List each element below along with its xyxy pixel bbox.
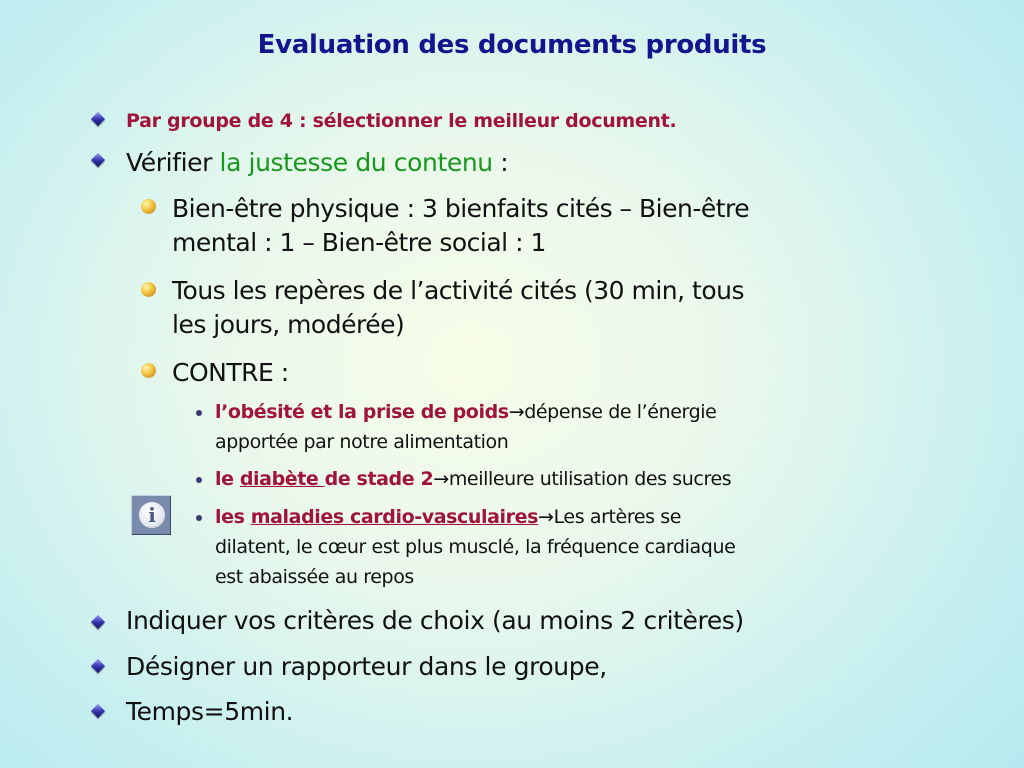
bullet-rapporteur: Désigner un rapporteur dans le groupe, xyxy=(126,652,607,681)
item-cardio-rest: Les artères se xyxy=(553,506,682,528)
arrow-right-icon: → xyxy=(508,401,525,423)
bullet-time: Temps=5min. xyxy=(126,697,294,726)
ball-bullet-icon xyxy=(141,282,156,297)
item-cardio-line1 xyxy=(215,502,955,532)
subbullet-activity-line2: les jours, modérée) xyxy=(172,310,405,339)
subbullet-contre: CONTRE : xyxy=(172,358,289,387)
bullet-verify-highlight: la justesse du contenu xyxy=(219,148,493,177)
diamond-bullet-icon xyxy=(91,615,105,629)
item-obesity-line2: apportée par notre alimentation xyxy=(215,431,509,453)
subbullet-activity-line1: Tous les repères de l’activité cités (30 min, tous xyxy=(172,276,745,305)
diamond-bullet-icon xyxy=(91,112,105,126)
info-button[interactable] xyxy=(131,495,171,535)
dot-bullet-icon xyxy=(196,410,202,416)
item-diabetes-bold-a: le xyxy=(215,468,240,490)
item-cardio-line2: dilatent, le cœur est plus musclé, la fréquence cardiaque xyxy=(215,536,736,558)
slide-title: Evaluation des documents produits xyxy=(257,30,767,60)
subbullet-activity-markers xyxy=(172,274,744,342)
item-cardio-bold: les xyxy=(215,506,251,528)
item-obesity-line1 xyxy=(215,397,935,427)
link-cardio[interactable]: maladies cardio-vasculaires xyxy=(250,506,539,528)
bullet-verify-suffix: : xyxy=(492,148,509,177)
item-diabetes-bold-b: de stade 2 xyxy=(324,468,434,490)
item-obesity-bold: l’obésité et la prise de poids xyxy=(215,401,509,423)
subbullet-wellbeing xyxy=(172,192,749,260)
subbullet-wellbeing-line2: mental : 1 – Bien-être social : 1 xyxy=(172,228,546,257)
dot-bullet-icon xyxy=(196,515,202,521)
item-obesity xyxy=(215,397,935,457)
arrow-right-icon: → xyxy=(433,468,449,490)
diamond-bullet-icon xyxy=(91,704,105,718)
bullet-verify-content xyxy=(126,146,508,180)
arrow-right-icon: → xyxy=(538,506,554,528)
item-cardio xyxy=(215,502,955,592)
ball-bullet-icon xyxy=(141,363,156,378)
diamond-bullet-icon xyxy=(91,153,105,167)
item-diabetes-rest: meilleure utilisation des sucres xyxy=(448,468,732,490)
diamond-bullet-icon xyxy=(91,659,105,673)
dot-bullet-icon xyxy=(196,477,202,483)
item-diabetes xyxy=(215,464,935,494)
item-cardio-line3: est abaissée au repos xyxy=(215,566,414,588)
link-diabetes[interactable]: diabète xyxy=(239,468,325,490)
ball-bullet-icon xyxy=(141,199,156,214)
bullet-criteria: Indiquer vos critères de choix (au moins 2 critères) xyxy=(126,606,744,635)
info-icon: i xyxy=(139,502,165,528)
bullet-verify-prefix: Vérifier xyxy=(126,148,220,177)
item-obesity-rest: dépense de l’énergie xyxy=(524,401,717,423)
subbullet-wellbeing-line1: Bien-être physique : 3 bienfaits cités – Bien-être xyxy=(172,194,750,223)
bullet-group-selection: Par groupe de 4 : sélectionner le meilleur document. xyxy=(126,110,677,132)
